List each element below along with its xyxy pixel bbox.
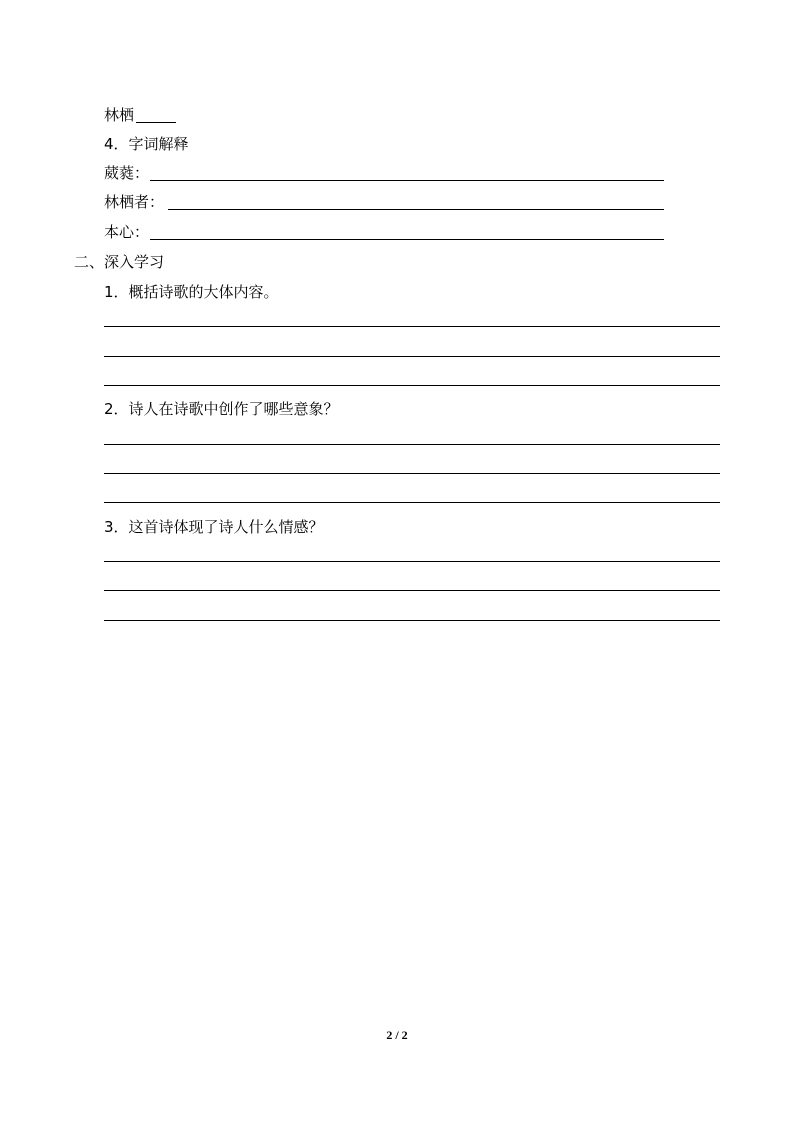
answer-line[interactable] xyxy=(104,473,720,474)
term-blank-weirui[interactable] xyxy=(150,180,664,181)
answer-line[interactable] xyxy=(104,326,720,327)
linqi-label: 林栖 xyxy=(104,106,135,124)
page-number: 2 / 2 xyxy=(386,1028,408,1042)
term-blank-benxin[interactable] xyxy=(150,239,664,240)
answer-line[interactable] xyxy=(104,561,720,562)
answer-line[interactable] xyxy=(104,444,720,445)
section-heading: 二、深入学习 xyxy=(74,253,165,271)
linqi-blank[interactable] xyxy=(136,122,176,123)
question-2-label: 2．诗人在诗歌中创作了哪些意象？ xyxy=(104,400,339,418)
answer-line[interactable] xyxy=(104,590,720,591)
answer-line[interactable] xyxy=(104,356,720,357)
linqi-item xyxy=(104,106,134,124)
term-label-linqizhe: 林栖者： xyxy=(104,193,165,211)
question-3-label: 3．这首诗体现了诗人什么情感？ xyxy=(104,518,324,536)
term-label-benxin: 本心： xyxy=(104,223,150,241)
term-blank-linqizhe[interactable] xyxy=(168,209,664,210)
answer-line[interactable] xyxy=(104,620,720,621)
answer-line[interactable] xyxy=(104,502,720,503)
question-1-label: 1．概括诗歌的大体内容。 xyxy=(104,283,279,301)
term-label-weirui: 葳蕤： xyxy=(104,164,150,182)
q4-label: 4．字词解释 xyxy=(104,135,189,153)
answer-line[interactable] xyxy=(104,385,720,386)
